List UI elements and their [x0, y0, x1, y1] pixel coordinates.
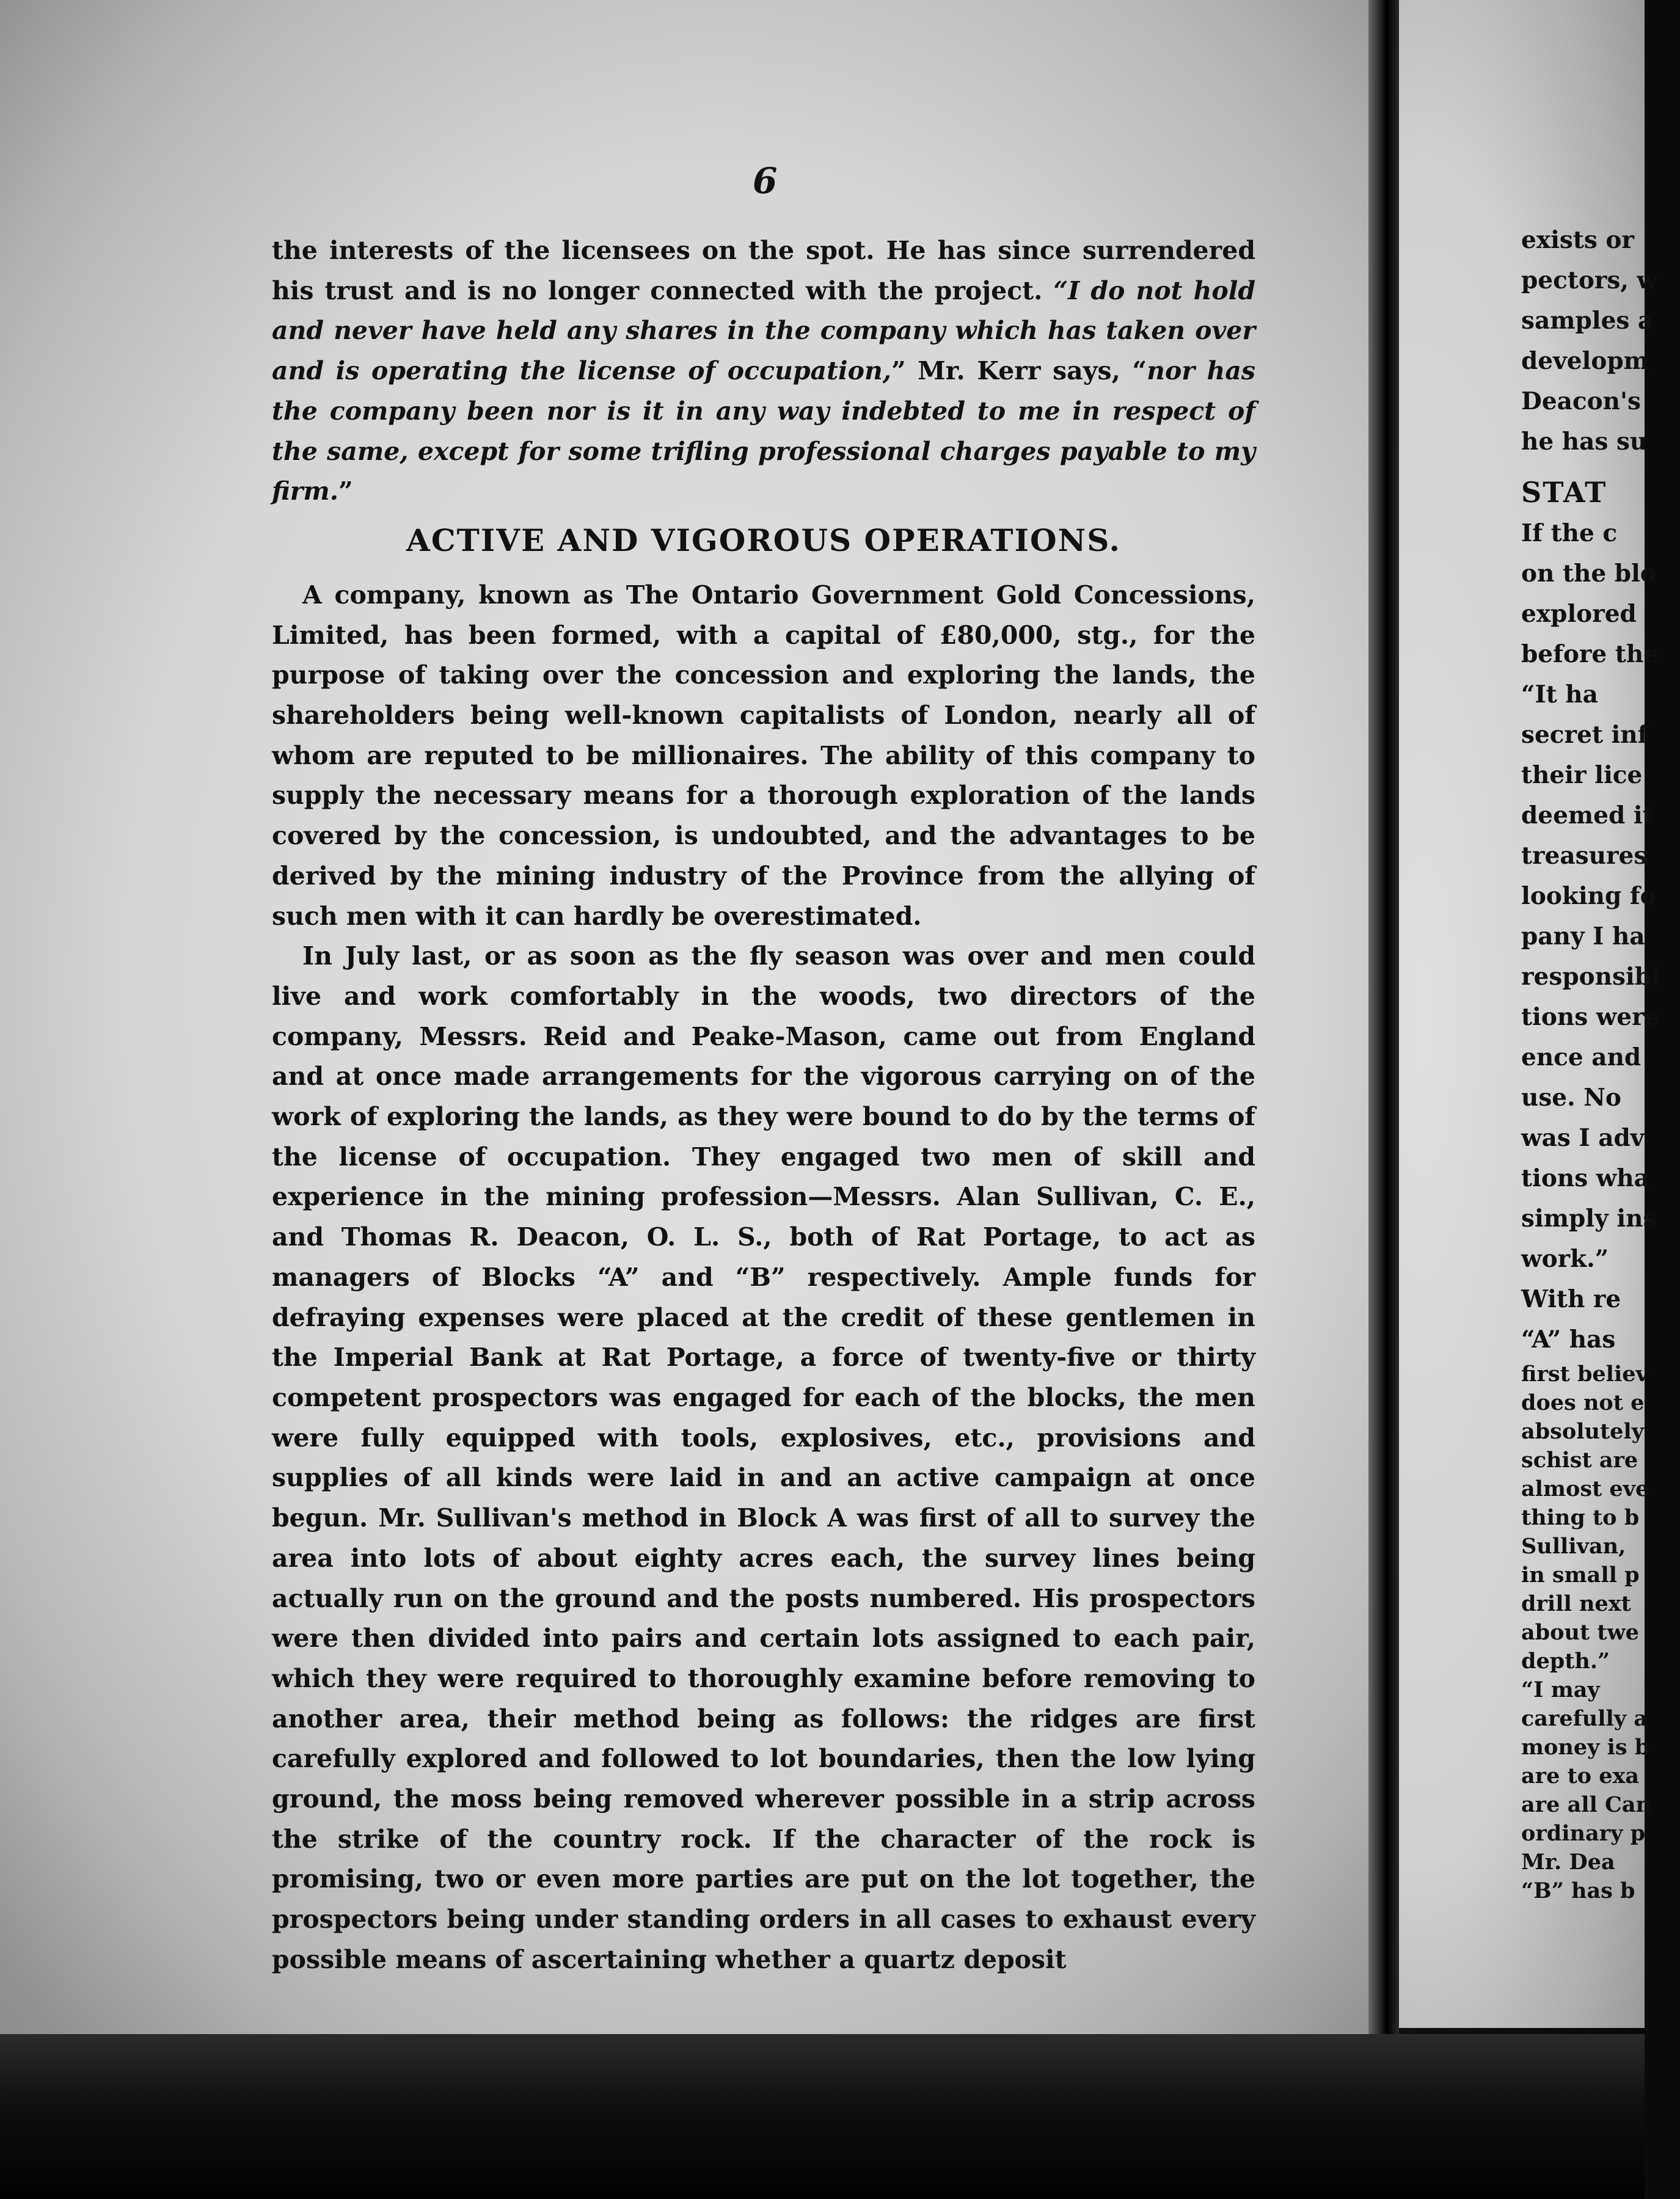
paragraph-operations: In July last, or as soon as the fly season was over and men could live and work comfortably in the woods, two directors of the company, Messrs. Reid and Peake-Mason, came out from England and at once made arrangements for the vigorous carrying on of the work of exploring the lands, as they were bound to do by the terms of the license of occupation. They engaged two men of skill and experience in the mining profession—Messrs. Alan Sullivan, C. E., and Thomas R. Deacon, O. L. S., both of Rat Portage, to act as managers of Blocks “A” and “B” respectively. Ample funds for defraying expenses were placed at the credit of these gentlemen in the Imperial Bank at Rat Portage, a force of twenty-five or thirty competent prospectors was engaged for each of the blocks, the men were fully equipped with tools, explosives, etc., provisions and supplies of all kinds were laid in and an active campaign at once begun. Mr. Sullivan's method in Block A was first of all to survey the area into lots of about eighty acres each, the survey lines being actually run on the ground and the posts numbered. His prospectors were then divided into pairs and certain lots assigned to each pair, which they were required to thoroughly examine before removing to another area, their method being as follows: the ridges are first carefully explored and followed to lot boundaries, then the low lying ground, the moss being removed wherever possible in a strip across the strike of the country rock. If the character of the rock is promising, two or even more parties are put on the lot together, the prospectors being under standing orders in all cases to exhaust every possible means of ascertaining whether a quartz deposit — [272, 941, 1255, 1974]
right-line: use. No — [1521, 1084, 1621, 1112]
right-line-small: about twe — [1521, 1620, 1639, 1645]
right-line: pany I ha — [1521, 922, 1645, 950]
right-line: Deacon's — [1521, 387, 1641, 415]
right-line-small: depth.” — [1521, 1649, 1610, 1674]
right-line-small: absolutely — [1521, 1419, 1645, 1444]
right-line: simply ins — [1521, 1205, 1657, 1233]
right-line: treasures — [1521, 842, 1648, 870]
right-line-small: Sullivan, — [1521, 1534, 1626, 1559]
right-line-small: are to exa — [1521, 1763, 1640, 1789]
right-line-small: almost eve — [1521, 1476, 1649, 1501]
right-line-small: drill next — [1521, 1591, 1631, 1616]
right-line: deemed it — [1521, 801, 1654, 830]
right-line: was I adv — [1521, 1124, 1645, 1152]
right-line: tions wha — [1521, 1164, 1649, 1192]
right-line: samples a — [1521, 307, 1654, 335]
right-line-small: first believ — [1521, 1362, 1648, 1387]
right-line-small: thing to b — [1521, 1505, 1640, 1530]
right-line-small: Mr. Dea — [1521, 1850, 1615, 1875]
page-body — [272, 231, 1255, 1980]
right-line: work.” — [1521, 1245, 1609, 1273]
right-line-small: money is b — [1521, 1735, 1650, 1760]
right-line-small: “B” has b — [1521, 1878, 1635, 1903]
right-heading: STAT — [1521, 476, 1607, 509]
right-line: ence and — [1521, 1043, 1642, 1071]
right-line: secret inf — [1521, 721, 1648, 749]
section-heading: ACTIVE AND VIGOROUS OPERATIONS. — [406, 522, 1121, 558]
right-page-text — [1521, 220, 1680, 1905]
paragraph-text: the interests of the licensees on the spot. He has since surrendered his trust and is no longer connected with the project. — [272, 236, 1255, 305]
right-line: explored — [1521, 600, 1637, 628]
right-line-small: “I may — [1521, 1677, 1600, 1702]
right-line-small: schist are — [1521, 1448, 1638, 1473]
right-line: developm — [1521, 347, 1649, 375]
right-line: “A” has — [1521, 1326, 1616, 1354]
right-line: “It ha — [1521, 680, 1598, 709]
right-line: responsibl — [1521, 963, 1660, 991]
quote-italic: nor has the company been nor is it in any way indebted to me in respect of the same, except for some trifling professional charges payable to my firm. — [272, 356, 1255, 506]
book-gutter — [1368, 0, 1399, 2052]
right-line-small: ordinary p — [1521, 1821, 1646, 1846]
right-line: exists or — [1521, 226, 1634, 254]
right-line: tions were — [1521, 1003, 1660, 1031]
right-line: before the — [1521, 640, 1659, 668]
paragraph-kerr-statement — [272, 231, 1255, 512]
right-line: looking fo — [1521, 882, 1656, 910]
right-line-small: does not e — [1521, 1390, 1645, 1415]
right-line: on the blo — [1521, 560, 1656, 588]
paragraph-text: ” — [338, 476, 353, 506]
right-line: pectors, w — [1521, 266, 1658, 294]
right-line-small: in small p — [1521, 1563, 1640, 1588]
right-line-small: are all Can — [1521, 1792, 1652, 1817]
paragraph-text: ” Mr. Kerr says, “ — [891, 356, 1147, 386]
right-line: With re — [1521, 1285, 1621, 1313]
quote-italic: “I do not hold and never have held any shares in the company which has taken over and is operating the license of occupation, — [272, 275, 1255, 386]
page-number: 6 — [753, 160, 778, 202]
right-line-small: carefully a — [1521, 1706, 1648, 1731]
scan-bottom-edge — [0, 2034, 1645, 2199]
right-line: he has su — [1521, 428, 1648, 456]
right-line: their lice — [1521, 761, 1643, 789]
right-line: If the c — [1521, 519, 1618, 547]
paragraph-company: A company, known as The Ontario Government Gold Concessions, Limited, has been formed, with a capital of £80,000, stg., for the purpose of taking over the concession and exploring the lands, the shareholders being well-known capitalists of London, nearly all of whom are reputed to be millionaires. The ability of this company to supply the necessary means for a thorough exploration of the lands covered by the concession, is undoubted, and the advantages to be derived by the mining industry of the Province from the allying of such men with it can hardly be overestimated. — [272, 580, 1255, 931]
